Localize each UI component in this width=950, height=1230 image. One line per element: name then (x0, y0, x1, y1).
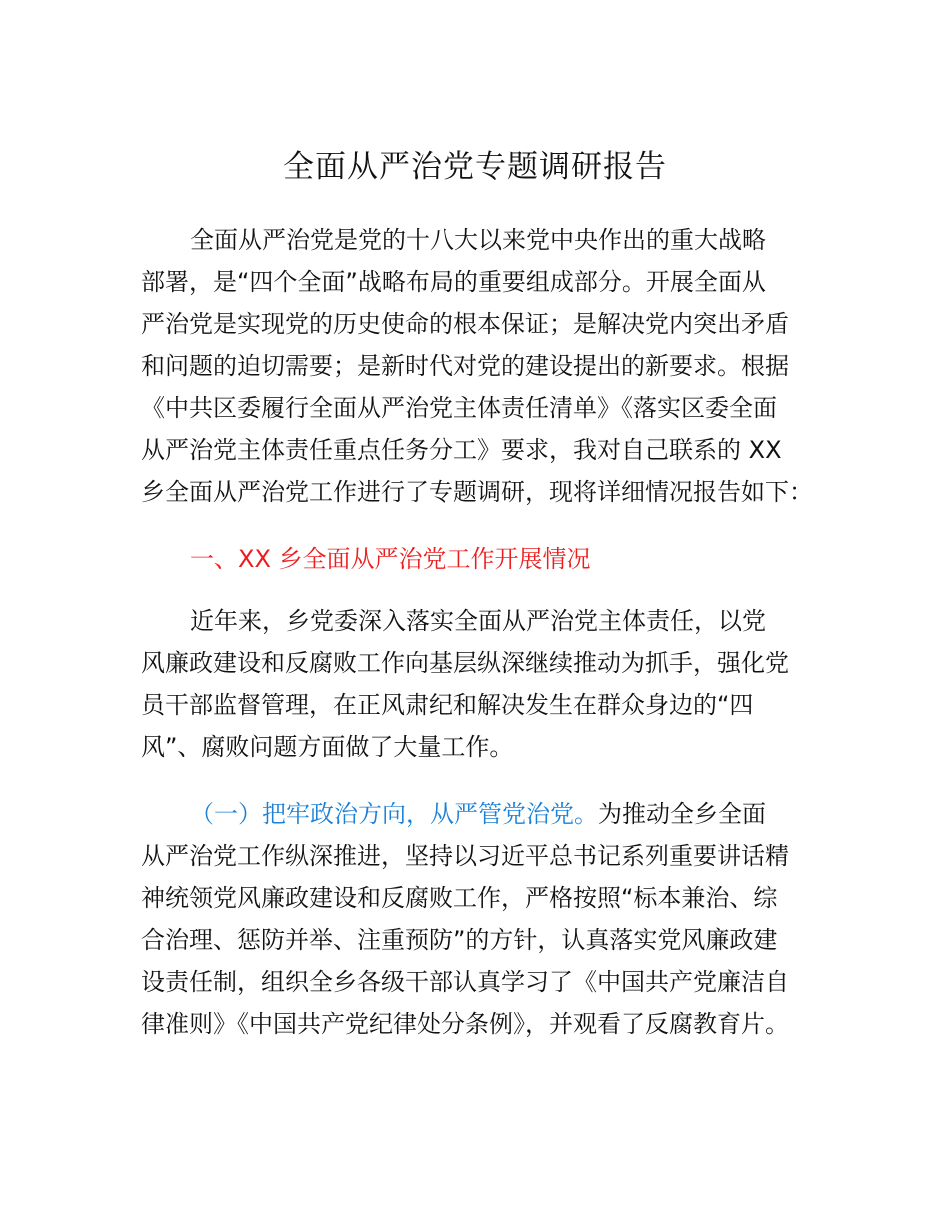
intro-line: 严治党是实现党的历史使命的根本保证；是解决党内突出矛盾 (141, 310, 789, 338)
intro-line: 《中共区委履行全面从严治党主体责任清单》《落实区委全面 (141, 394, 777, 422)
subsection-first-line (190, 796, 766, 832)
intro-line: 部署，是“四个全面”战略布局的重要组成部分。开展全面从 (141, 268, 766, 296)
section-heading: 一、XX 乡全面从严治党工作开展情况 (190, 545, 591, 573)
section-line: 风廉政建设和反腐败工作向基层纵深继续推动为抓手，强化党 (141, 649, 789, 677)
section-line: 近年来，乡党委深入落实全面从严治党主体责任，以党 (190, 607, 766, 635)
section-line: 风”、腐败问题方面做了大量工作。 (141, 733, 514, 761)
document-title: 全面从严治党专题调研报告 (283, 149, 667, 185)
intro-line: 全面从严治党是党的十八大以来党中央作出的重大战略 (190, 226, 766, 254)
subsection-line: 神统领党风廉政建设和反腐败工作，严格按照“标本兼治、综 (141, 884, 778, 912)
section-line: 员干部监督管理，在正风肃纪和解决发生在群众身边的“四 (141, 691, 754, 719)
subsection-line: 从严治党工作纵深推进，坚持以习近平总书记系列重要讲话精 (141, 842, 789, 870)
subsection-line: 合治理、惩防并举、注重预防”的方针，认真落实党风廉政建 (141, 926, 778, 954)
subsection-first-line-rest: 为推动全乡全面 (598, 800, 766, 828)
intro-line: 从严治党主体责任重点任务分工》要求，我对自己联系的 XX (141, 436, 782, 464)
intro-line: 乡全面从严治党工作进行了专题调研，现将详细情况报告如下： (141, 478, 813, 506)
subsection-heading: （一）把牢政治方向，从严管党治党。 (190, 800, 598, 828)
subsection-line: 律准则》《中国共产党纪律处分条例》，并观看了反腐教育片。 (141, 1010, 789, 1038)
subsection-line: 设责任制，组织全乡各级干部认真学习了《中国共产党廉洁自 (141, 968, 789, 996)
intro-line: 和问题的迫切需要；是新时代对党的建设提出的新要求。根据 (141, 352, 789, 380)
